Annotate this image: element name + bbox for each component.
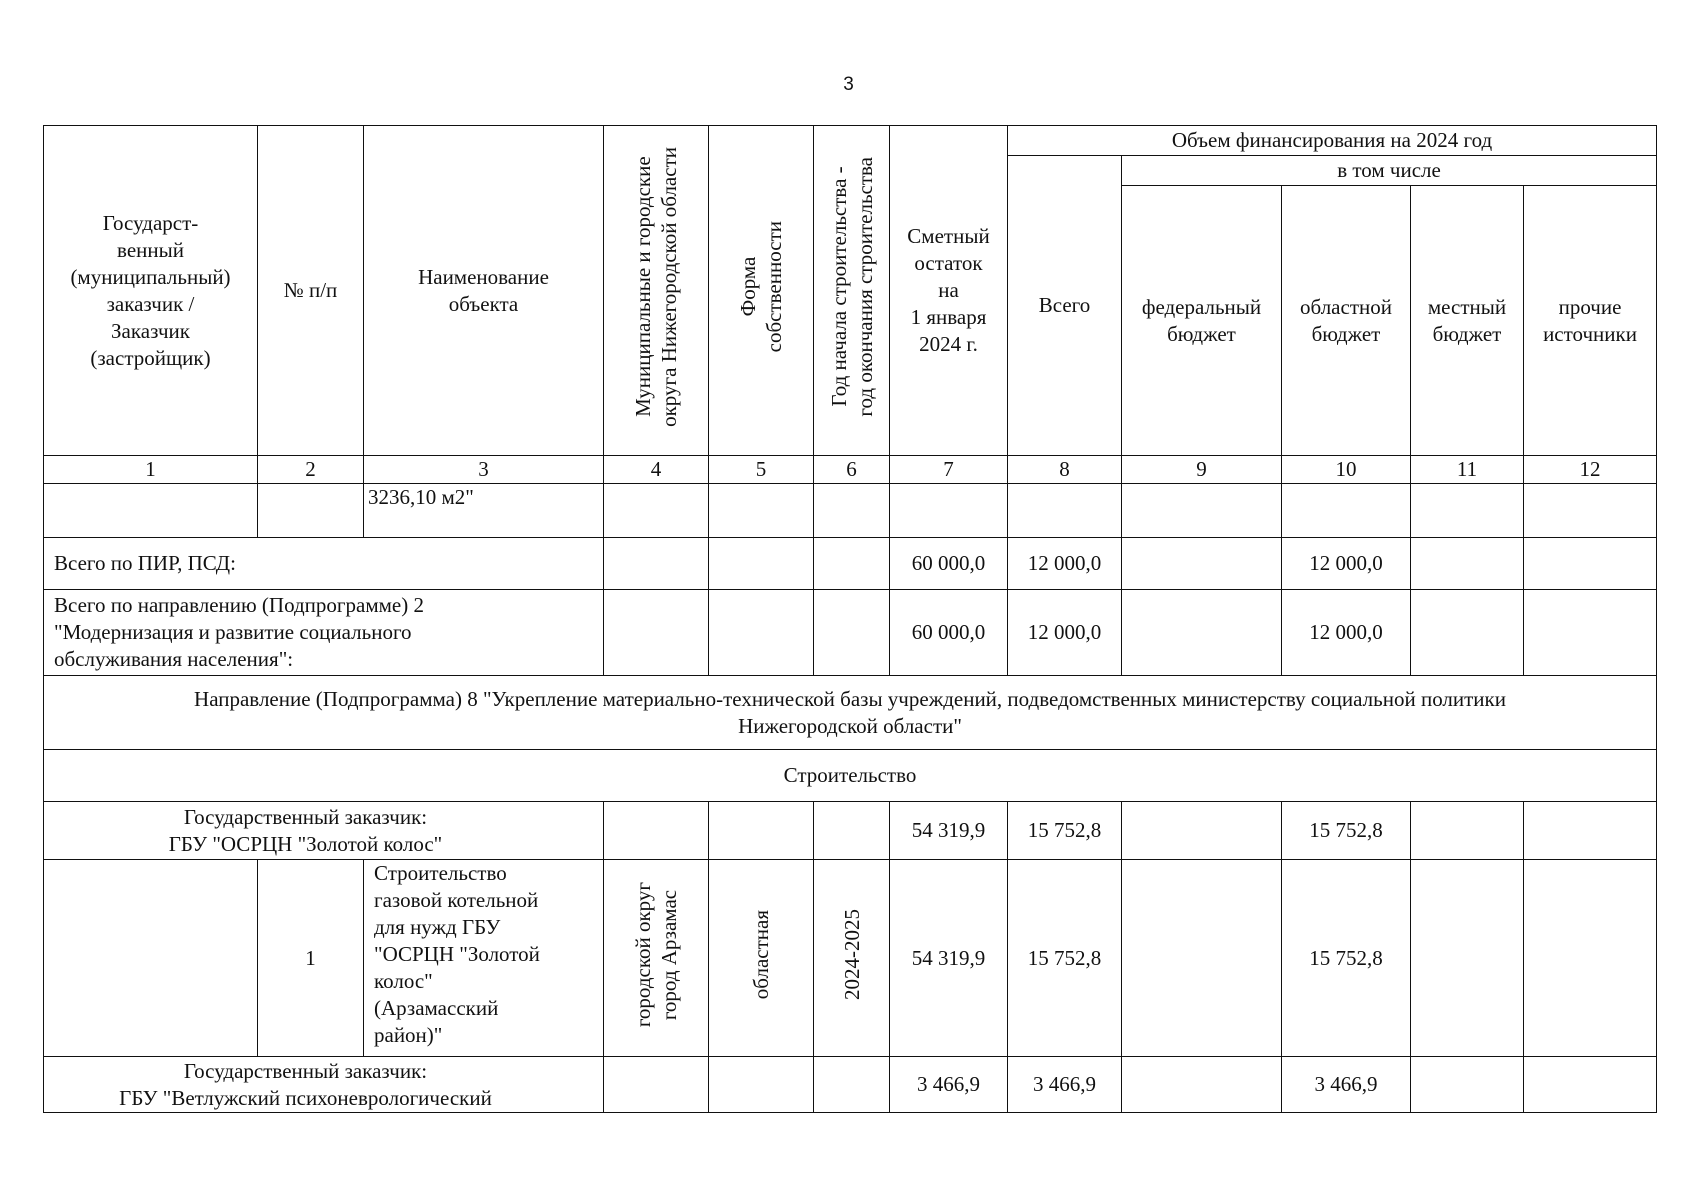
header-total: Всего (1008, 156, 1122, 456)
column-number: 8 (1008, 456, 1122, 484)
section-heading: Направление (Подпрограмма) 8 "Укрепление материально-технической базы учреждений, подведомственных министерству социальной политики Нижегородской области" (44, 676, 1657, 750)
cell-estimate: 54 319,9 (890, 860, 1008, 1057)
row-label: Всего по ПИР, ПСД: (44, 538, 604, 590)
cell-district: городской округ город Арзамас (604, 860, 709, 1057)
table-row (44, 484, 1657, 538)
header-other: прочие источники (1524, 186, 1657, 456)
object-name-continuation: 3236,10 м2" (364, 484, 604, 538)
column-numbers-row (44, 456, 1657, 484)
header-funding: Объем финансирования на 2024 год (1008, 126, 1657, 156)
header-regional: областной бюджет (1282, 186, 1411, 456)
table-row (44, 538, 1657, 590)
header-districts: Муниципальные и городские округа Нижегородской области (604, 126, 709, 456)
table-row (44, 802, 1657, 860)
column-number: 2 (258, 456, 364, 484)
column-number: 11 (1411, 456, 1524, 484)
header-ownership: Форма собственности (709, 126, 814, 456)
header-number: № п/п (258, 126, 364, 456)
cell-total: 15 752,8 (1008, 802, 1122, 860)
header-including: в том числе (1122, 156, 1657, 186)
object-name: Строительство газовой котельной для нужд ГБУ "ОСРЦН "Золотой колос" (Арзамасский район)" (364, 860, 604, 1057)
cell-regional: 3 466,9 (1282, 1057, 1411, 1113)
cell-regional: 12 000,0 (1282, 590, 1411, 676)
header-estimate: Сметный остаток на 1 января 2024 г. (890, 126, 1008, 456)
column-number: 12 (1524, 456, 1657, 484)
header-local: местный бюджет (1411, 186, 1524, 456)
cell-total: 3 466,9 (1008, 1057, 1122, 1113)
cell-years: 2024-2025 (814, 860, 890, 1057)
cell-regional: 12 000,0 (1282, 538, 1411, 590)
cell-estimate: 3 466,9 (890, 1057, 1008, 1113)
financing-table (43, 125, 1657, 1113)
column-number: 3 (364, 456, 604, 484)
column-number: 5 (709, 456, 814, 484)
column-number: 10 (1282, 456, 1411, 484)
customer-label: Государственный заказчик: ГБУ "Ветлужский психоневрологический (44, 1057, 604, 1113)
column-number: 1 (44, 456, 258, 484)
table-row (44, 860, 1657, 1057)
cell-regional: 15 752,8 (1282, 860, 1411, 1057)
row-label: Всего по направлению (Подпрограмме) 2 "Модернизация и развитие социального обслуживания населения": (44, 590, 604, 676)
header-federal: федеральный бюджет (1122, 186, 1282, 456)
page-number: 3 (843, 74, 854, 95)
section-row (44, 750, 1657, 802)
header-object-name: Наименование объекта (364, 126, 604, 456)
cell-estimate: 60 000,0 (890, 590, 1008, 676)
cell-ownership: областная (709, 860, 814, 1057)
cell-total: 12 000,0 (1008, 538, 1122, 590)
cell-total: 15 752,8 (1008, 860, 1122, 1057)
customer-label: Государственный заказчик: ГБУ "ОСРЦН "Золотой колос" (44, 802, 604, 860)
header-years: Год начала строительства - год окончания строительства (814, 126, 890, 456)
section-row (44, 676, 1657, 750)
cell-number: 1 (258, 860, 364, 1057)
column-number: 6 (814, 456, 890, 484)
cell-total: 12 000,0 (1008, 590, 1122, 676)
header-customer: Государст- венный (муниципальный) заказчик / Заказчик (застройщик) (44, 126, 258, 456)
subsection-heading: Строительство (44, 750, 1657, 802)
column-number: 7 (890, 456, 1008, 484)
cell-estimate: 60 000,0 (890, 538, 1008, 590)
column-number: 4 (604, 456, 709, 484)
column-number: 9 (1122, 456, 1282, 484)
cell-regional: 15 752,8 (1282, 802, 1411, 860)
table-row (44, 590, 1657, 676)
table-row (44, 1057, 1657, 1113)
cell-estimate: 54 319,9 (890, 802, 1008, 860)
